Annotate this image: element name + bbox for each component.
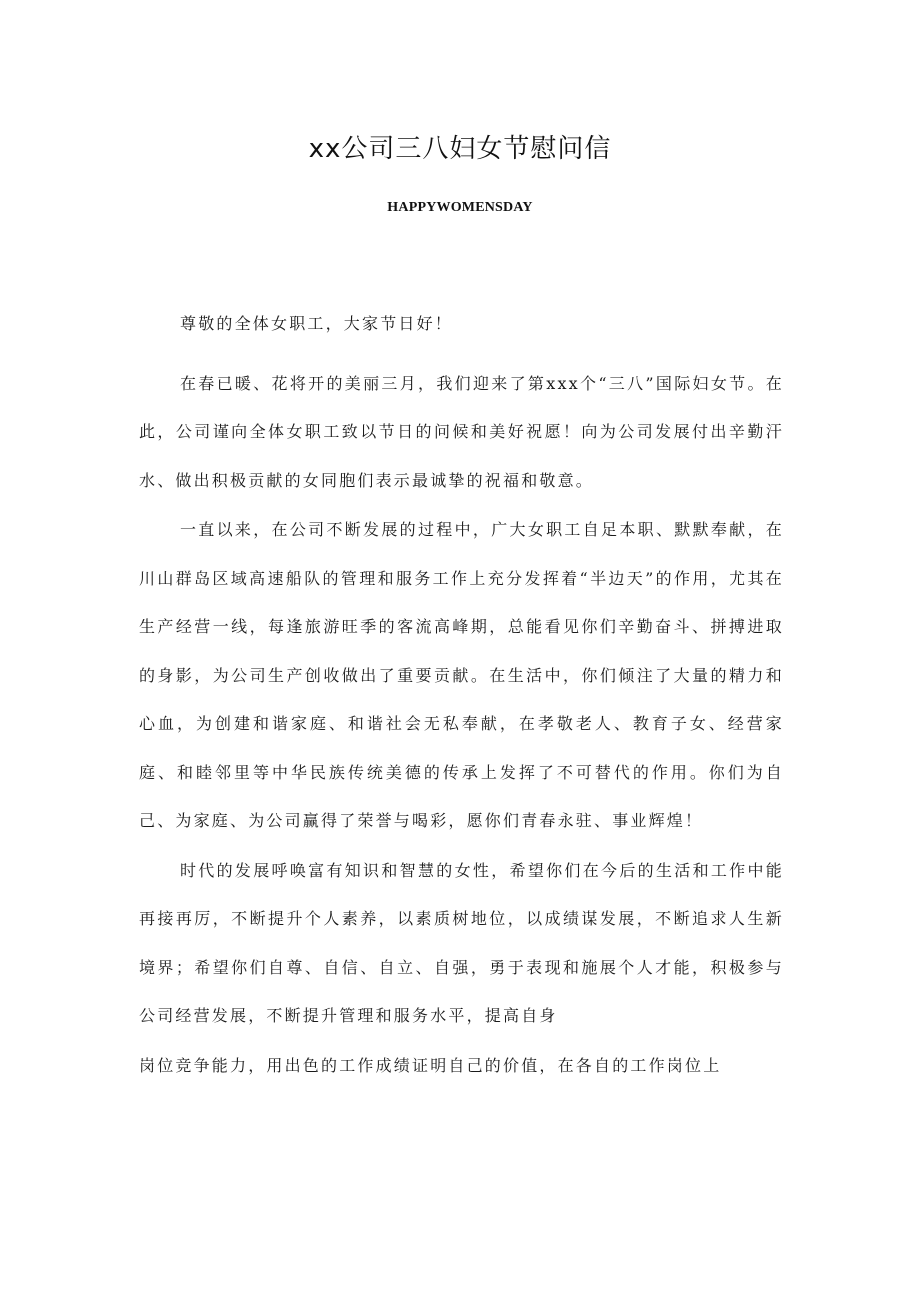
- paragraph-2: 一直以来，在公司不断发展的过程中，广大女职工自足本职、默默奉献，在川山群岛区域高速船队的管理和服务工作上充分发挥着“半边天”的作用，尤其在生产经营一线，每逢旅游旺季的客流高峰期，总能看见你们辛勤奋斗、拼搏进取的身影，为公司生产创收做出了重要贡献。在生活中，你们倾注了大量的精力和心血，为创建和谐家庭、和谐社会无私奉献，在孝敬老人、教育子女、经营家庭、和睦邻里等中华民族传统美德的传承上发挥了不可替代的作用。你们为自己、为家庭、为公司赢得了荣誉与喝彩，愿你们青春永驻、事业辉煌！: [139, 520, 784, 830]
- paragraph-continuation: 岗位竞争能力，用出色的工作成绩证明自己的价值，在各自的工作岗位上: [139, 1055, 722, 1075]
- paragraph-3: 时代的发展呼唤富有知识和智慧的女性，希望你们在今后的生活和工作中能再接再厉，不断提升个人素养，以素质树地位，以成绩谋发展，不断追求人生新境界；希望你们自尊、自信、自立、自强，勇于表现和施展个人才能，积极参与公司经营发展，不断提升管理和服务水平，提高自身: [139, 860, 784, 1025]
- letter-body: [139, 300, 784, 1090]
- document-title: xx公司三八妇女节慰问信: [308, 134, 612, 164]
- document-subtitle: HAPPYWOMENSDAY: [387, 200, 533, 215]
- paragraph-1: 在春已暖、花将开的美丽三月，我们迎来了第xxx个“三八”国际妇女节。在此，公司谨向全体女职工致以节日的问候和美好祝愿！向为公司发展付出辛勤汗水、做出积极贡献的女同胞们表示最诚挚的祝福和敬意。: [139, 373, 784, 490]
- salutation: 尊敬的全体女职工，大家节日好！: [180, 314, 454, 333]
